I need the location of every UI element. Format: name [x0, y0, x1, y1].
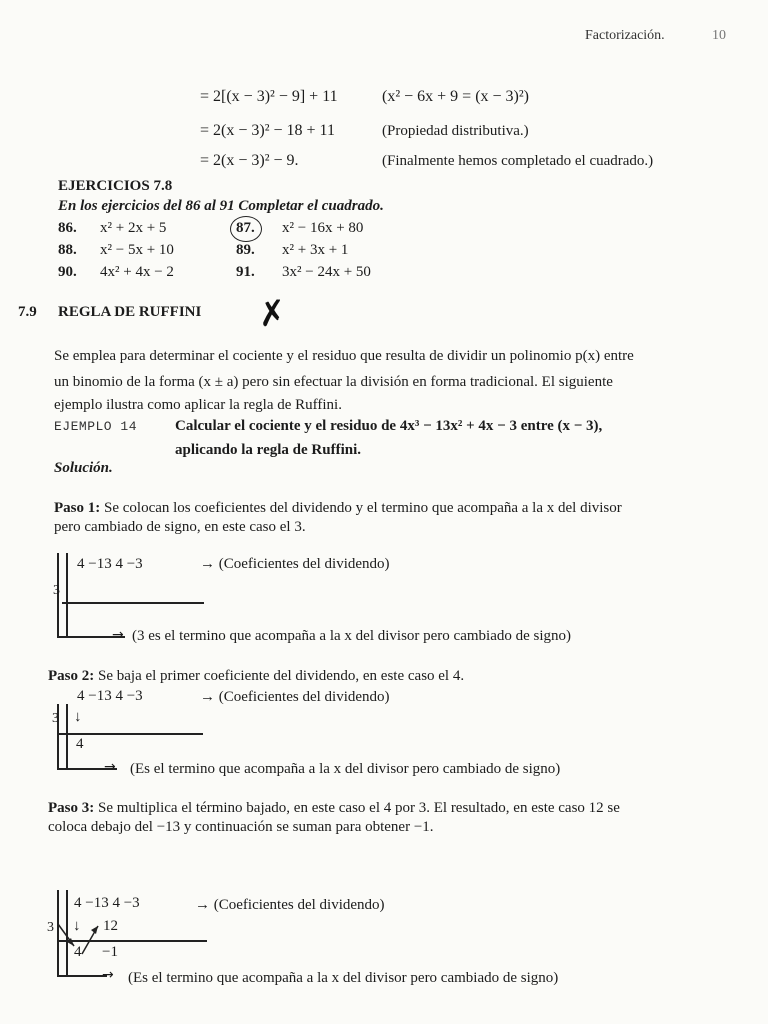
- example-statement: aplicando la regla de Ruffini.: [175, 442, 361, 458]
- coefficient-row: 4 −13 4 −3: [77, 556, 143, 572]
- vertical-rule: [66, 704, 68, 770]
- derivation-expr: = 2(x − 3)² − 9.: [200, 152, 299, 169]
- exercise-number: 86.: [58, 220, 77, 236]
- horizontal-rule: [62, 602, 204, 604]
- intro-line: un binomio de la forma (x ± a) pero sin efectuar la división en forma tradicional. El siguiente: [54, 374, 613, 390]
- instruction-lead: En los ejercicios del 86 al 91: [58, 198, 235, 214]
- arrow-right-icon: →: [102, 967, 114, 983]
- result-value: −1: [102, 944, 118, 960]
- intro-line: ejemplo ilustra como aplicar la regla de Ruffini.: [54, 397, 342, 413]
- step-line: pero cambiado de signo, en este caso el 3.: [54, 519, 306, 535]
- step-text: [48, 668, 464, 685]
- coefficient-row: 4 −13 4 −3: [77, 688, 143, 704]
- exercise-number: 90.: [58, 264, 77, 280]
- derivation-note: (Finalmente hemos completado el cuadrado.): [382, 153, 654, 169]
- divisor-value: 3: [52, 711, 59, 726]
- example-label: EJEMPLO 14: [54, 419, 138, 434]
- step-line: coloca debajo del −13 y continuación se suman para obtener −1.: [48, 819, 434, 835]
- result-value: 4: [74, 944, 82, 960]
- coefficient-note: → (Coeficientes del dividendo): [195, 897, 385, 913]
- arrow-right-icon: →: [112, 627, 124, 643]
- step-text: [54, 500, 622, 517]
- product-value: 12: [103, 918, 118, 934]
- divisor-value: 3: [47, 920, 54, 935]
- exercise-expr: x² + 3x + 1: [282, 242, 349, 258]
- horizontal-rule: [57, 975, 107, 977]
- exercise-expr: 4x² + 4x − 2: [100, 264, 174, 280]
- step-label: Paso 3:: [48, 800, 95, 816]
- intro-line: Se emplea para determinar el cociente y el residuo que resulta de dividir un polinomio p(x) entre: [54, 348, 634, 364]
- step-text: [48, 800, 620, 817]
- derivation-note: (Propiedad distributiva.): [382, 123, 529, 139]
- result-value: 4: [76, 736, 84, 752]
- running-title: Factorización.: [585, 28, 665, 43]
- exercise-number: 87.: [236, 220, 255, 236]
- step-label: Paso 2:: [48, 668, 95, 684]
- horizontal-rule: [57, 733, 203, 735]
- derivation-expr: = 2(x − 3)² − 18 + 11: [200, 122, 335, 139]
- step-line: Se baja el primer coeficiente del dividendo, en este caso el 4.: [98, 668, 465, 684]
- bottom-note: (Es el termino que acompaña a la x del divisor pero cambiado de signo): [130, 761, 561, 777]
- bottom-note: (3 es el termino que acompaña a la x del divisor pero cambiado de signo): [132, 628, 572, 644]
- divisor-value: 3: [53, 583, 60, 598]
- vertical-rule: [66, 553, 68, 637]
- exercise-number: 88.: [58, 242, 77, 258]
- example-statement: Calcular el cociente y el residuo de 4x³ − 13x² + 4x − 3 entre (x − 3),: [175, 418, 603, 434]
- diagonal-arrows-icon: [56, 920, 106, 960]
- exercises-title: EJERCICIOS 7.8: [58, 178, 173, 194]
- down-arrow-icon: ↓: [73, 918, 81, 934]
- coefficient-note: → (Coeficientes del dividendo): [200, 689, 390, 705]
- section-title: REGLA DE RUFFINI: [58, 304, 202, 320]
- exercise-expr: x² − 5x + 10: [100, 242, 174, 258]
- step-line: Se colocan los coeficientes del dividendo y el termino que acompaña a la x del divisor: [104, 500, 622, 516]
- coefficient-note: → (Coeficientes del dividendo): [200, 556, 390, 572]
- down-arrow-icon: ↓: [74, 709, 82, 725]
- exercise-number: 91.: [236, 264, 255, 280]
- derivation-expr: = 2[(x − 3)² − 9] + 11: [200, 88, 338, 105]
- step-line: Se multiplica el término bajado, en este caso el 4 por 3. El resultado, en este caso 12 se: [98, 800, 620, 816]
- step-label: Paso 1:: [54, 500, 101, 516]
- exercise-expr: x² + 2x + 5: [100, 220, 167, 236]
- solution-label: Solución.: [54, 460, 113, 476]
- instruction-bold: Completar el cuadrado.: [238, 198, 384, 214]
- derivation-note: (x² − 6x + 9 = (x − 3)²): [382, 88, 529, 105]
- section-number: 7.9: [18, 304, 37, 320]
- arrow-right-icon: →: [104, 759, 116, 775]
- exercise-number: 89.: [236, 242, 255, 258]
- bottom-note: (Es el termino que acompaña a la x del divisor pero cambiado de signo): [128, 970, 559, 986]
- exercises-instruction: [58, 198, 384, 215]
- exercise-expr: x² − 16x + 80: [282, 220, 364, 236]
- exercise-expr: 3x² − 24x + 50: [282, 264, 371, 280]
- coefficient-row: 4 −13 4 −3: [74, 895, 140, 911]
- page-number: 10: [712, 28, 726, 43]
- handwritten-x-mark: ✗: [255, 292, 290, 336]
